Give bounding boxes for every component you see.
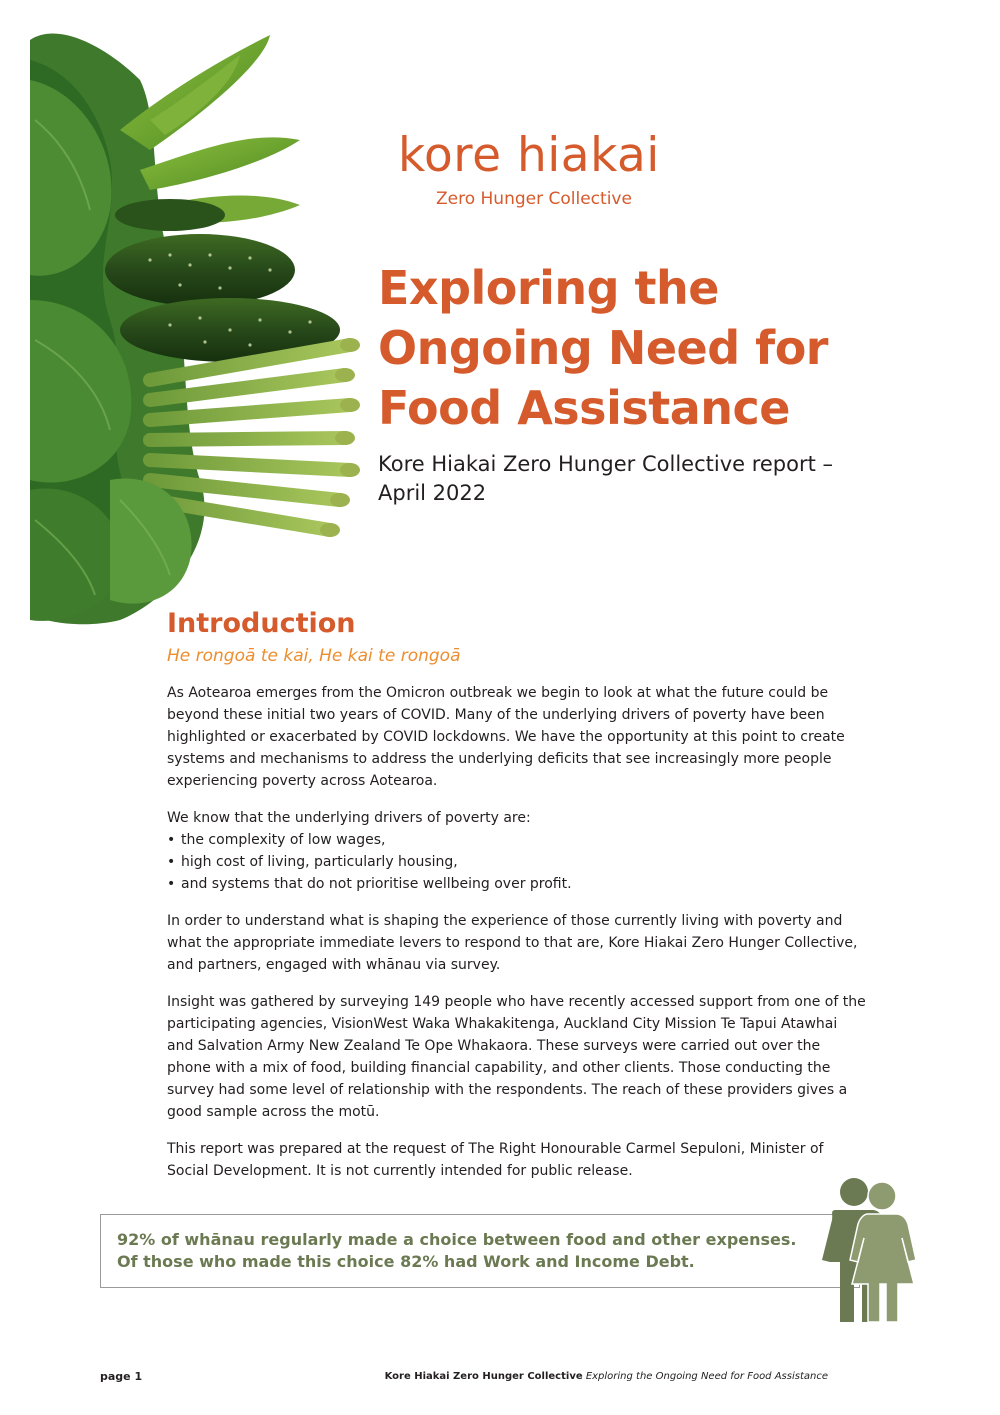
intro-paragraph: Insight was gathered by surveying 149 people who have recently accessed support from one of the participating agencies, VisionWest Waka Whakakitenga, Auckland City Mission Te Tapui Atawhai and Salvation Army New Zealand Te Ope Whakaora. These surveys were carried out over the phone with a mix of food, building financial capability, and other clients. Those conducting the survey had some level of relationship with the respondents. The reach of these providers gives a good sample across the motū.	[167, 994, 866, 1120]
brand-logo	[398, 128, 678, 210]
logo-tagline: Zero Hunger Collective	[436, 189, 632, 209]
introduction-section	[167, 606, 867, 1197]
footer-org: Kore Hiakai Zero Hunger Collective	[384, 1371, 583, 1382]
list-item: • the complexity of low wages,	[167, 829, 867, 851]
report-subtitle: Kore Hiakai Zero Hunger Collective report – April 2022	[378, 452, 834, 505]
introduction-motto: He rongoā te kai, He kai te rongoā	[167, 646, 461, 666]
page-number: page 1	[100, 1370, 143, 1383]
logo-wordmark: kore hiakai	[398, 128, 660, 183]
report-title: Exploring the Ongoing Need for Food Assistance	[378, 261, 828, 435]
intro-paragraph: We know that the underlying drivers of poverty are:	[167, 810, 531, 826]
introduction-heading: Introduction	[167, 608, 356, 639]
intro-paragraph: This report was prepared at the request of The Right Honourable Carmel Sepuloni, Minister of Social Development. It is not currently intended for public release.	[167, 1141, 824, 1179]
people-icon	[818, 1176, 918, 1324]
poverty-drivers-list	[167, 829, 867, 895]
list-item: • high cost of living, particularly housing,	[167, 851, 867, 873]
footer-doc-title: Exploring the Ongoing Need for Food Assistance	[585, 1371, 828, 1382]
intro-paragraph: As Aotearoa emerges from the Omicron outbreak we begin to look at what the future could be beyond these initial two years of COVID. Many of the underlying drivers of poverty have been highlighted or exacerbated by COVID lockdowns. We have the opportunity at this point to create systems and mechanisms to address the underlying deficits that see increasingly more people experiencing poverty across Aotearoa.	[167, 685, 845, 789]
vegetables-illustration	[0, 0, 380, 630]
intro-paragraph: In order to understand what is shaping the experience of those currently living with poverty and what the appropriate immediate levers to respond to that are, Kore Hiakai Zero Hunger Collective, and partners, engaged with whānau via survey.	[167, 913, 858, 973]
list-item: • and systems that do not prioritise wellbeing over profit.	[167, 873, 867, 895]
callout-text: 92% of whānau regularly made a choice between food and other expenses. Of those who made this choice 82% had Work and Income Debt.	[117, 1230, 797, 1271]
footer-title	[385, 1369, 828, 1385]
statistic-callout	[100, 1214, 860, 1288]
